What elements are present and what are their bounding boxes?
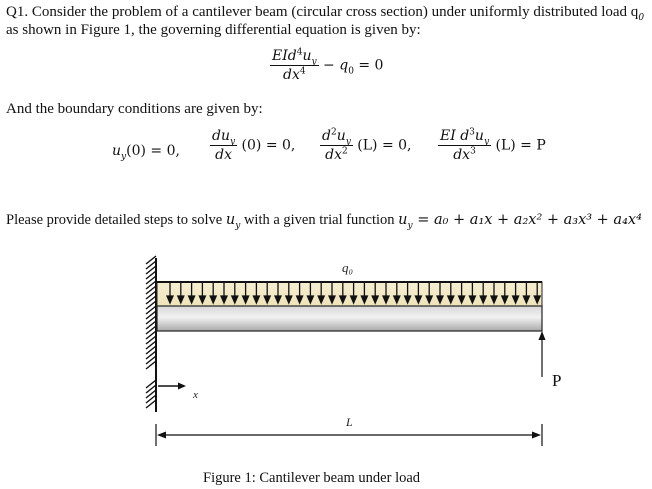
question-line-2: as shown in Figure 1, the governing differential equation is given by: [6, 22, 421, 38]
question-line-1: Q1. Consider the problem of a cantilever beam (circular cross section) under uniformly distributed load $q_0$ [6, 4, 645, 23]
beam [157, 306, 542, 331]
force-label: P [552, 371, 562, 390]
bc-4: $\frac{EI d^3u_y}{dx^3}$ (L) = P [440, 127, 546, 163]
bc-3: $\frac{d^2u_y}{dx^2}$ (L) = 0, [322, 127, 412, 163]
trial-function-sentence: Please provide detailed steps to solve $u_y$ with a given trial function $u_y = a_0 + a_1x + a_2x^2 + a_3x^3 + a_4x^4$ [6, 212, 642, 231]
length-label: L [346, 415, 353, 429]
figure-caption: Figure 1: Cantilever beam under load [203, 470, 421, 486]
boundary-intro: And the boundary conditions are given by: [6, 101, 263, 117]
bc-1: $u_y(0) = 0$, [112, 143, 180, 162]
x-axis-label: x [193, 389, 198, 401]
bc-2: $\frac{du_y}{dx}$ (0) = 0, [212, 128, 296, 163]
fixed-wall [146, 256, 156, 412]
governing-equation: $\frac{EId^4u_y}{dx^4}$ − $q_0 = 0$ [272, 47, 384, 83]
point-force-arrow [539, 331, 546, 377]
x-axis-arrow [158, 383, 186, 390]
distributed-load [157, 282, 542, 306]
load-label: q₀ [342, 260, 354, 275]
